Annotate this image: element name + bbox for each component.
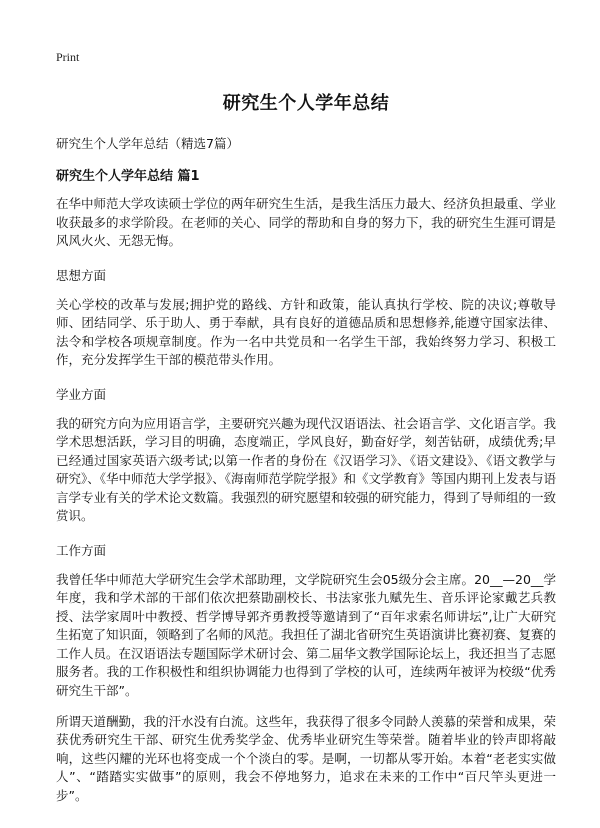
section-heading-study: 学业方面	[56, 386, 107, 402]
print-link[interactable]: Print	[56, 50, 80, 64]
section-heading-work: 工作方面	[56, 542, 107, 558]
article-heading: 研究生个人学年总结 篇1	[56, 169, 200, 184]
page-title: 研究生个人学年总结	[222, 93, 390, 114]
section-paragraph-work: 我曾任华中师范大学研究生会学术部助理，文学院研究生会05级分会主席。20__—20__学年度，我和学术部的干部们依次把蔡勖副校长、书法家张九赋先生、音乐评论家戴艺兵教授、法学家周叶中教授、哲学博导郭齐勇教授等邀请到了“百年求索名师讲坛”,让广大研究生拓宽了知识面，领略到了名师的风范。我担任了湖北省研究生英语演讲比赛初赛、复赛的工作人员。在汉语语法专题国际学术研讨会、第二届华文教学国际论坛上，我还担当了志愿服务者。我的工作积极性和组织协调能力也得到了学校的认可，连续两年被评为校级“优秀研究生干部”。	[56, 571, 557, 698]
intro-paragraph: 在华中师范大学攻读硕士学位的两年研究生生活，是我生活压力最大、经济负担最重、学业收获最多的求学阶段。在老师的关心、同学的帮助和自身的努力下，我的研究生生涯可谓是风风火火、无怨无悔。	[56, 196, 557, 248]
section-paragraph-thought: 关心学校的改革与发展;拥护党的路线、方针和政策，能认真执行学校、院的决议;尊敬导师、团结同学、乐于助人、勇于奉献，具有良好的道德品质和思想修养,能遵守国家法律、法令和学校各项规章制度。作为一名中共党员和一名学生干部，我始终努力学习、积极工作，充分发挥学生干部的模范带头作用。	[56, 296, 556, 367]
closing-paragraph: 所谓天道酬勤，我的汗水没有白流。这些年，我获得了很多令同龄人羡慕的荣誉和成果，荣获优秀研究生干部、研究生优秀奖学金、优秀毕业研究生等荣誉。随着毕业的铃声即将敲响，这些闪耀的光环也将变成一个个淡白的零。是啊，一切都从零开始。本着“老老实实做人”、“踏踏实实做事”的原则，我会不停地努力，追求在未来的工作中“百尺竿头更进一步”。	[56, 713, 557, 803]
section-paragraph-study: 我的研究方向为应用语言学，主要研究兴趣为现代汉语语法、社会语言学、文化语言学。我学术思想活跃，学习目的明确，态度端正，学风良好，勤奋好学，刻苦钻研，成绩优秀;早已经通过国家英语六级考试;以第一作者的身份在《汉语学习》、《语文建设》、《语文教学与研究》、《华中师范大学学报》、《海南师范学院学报》和《文学教育》等国内期刊上发表与语言学专业有关的学术论文数篇。我强烈的研究愿望和较强的研究能力，得到了导师组的一致赏识。	[56, 415, 557, 523]
document-subtitle: 研究生个人学年总结（精选7篇）	[56, 136, 239, 151]
document-page	[56, 46, 556, 818]
section-heading-thought: 思想方面	[56, 267, 107, 283]
